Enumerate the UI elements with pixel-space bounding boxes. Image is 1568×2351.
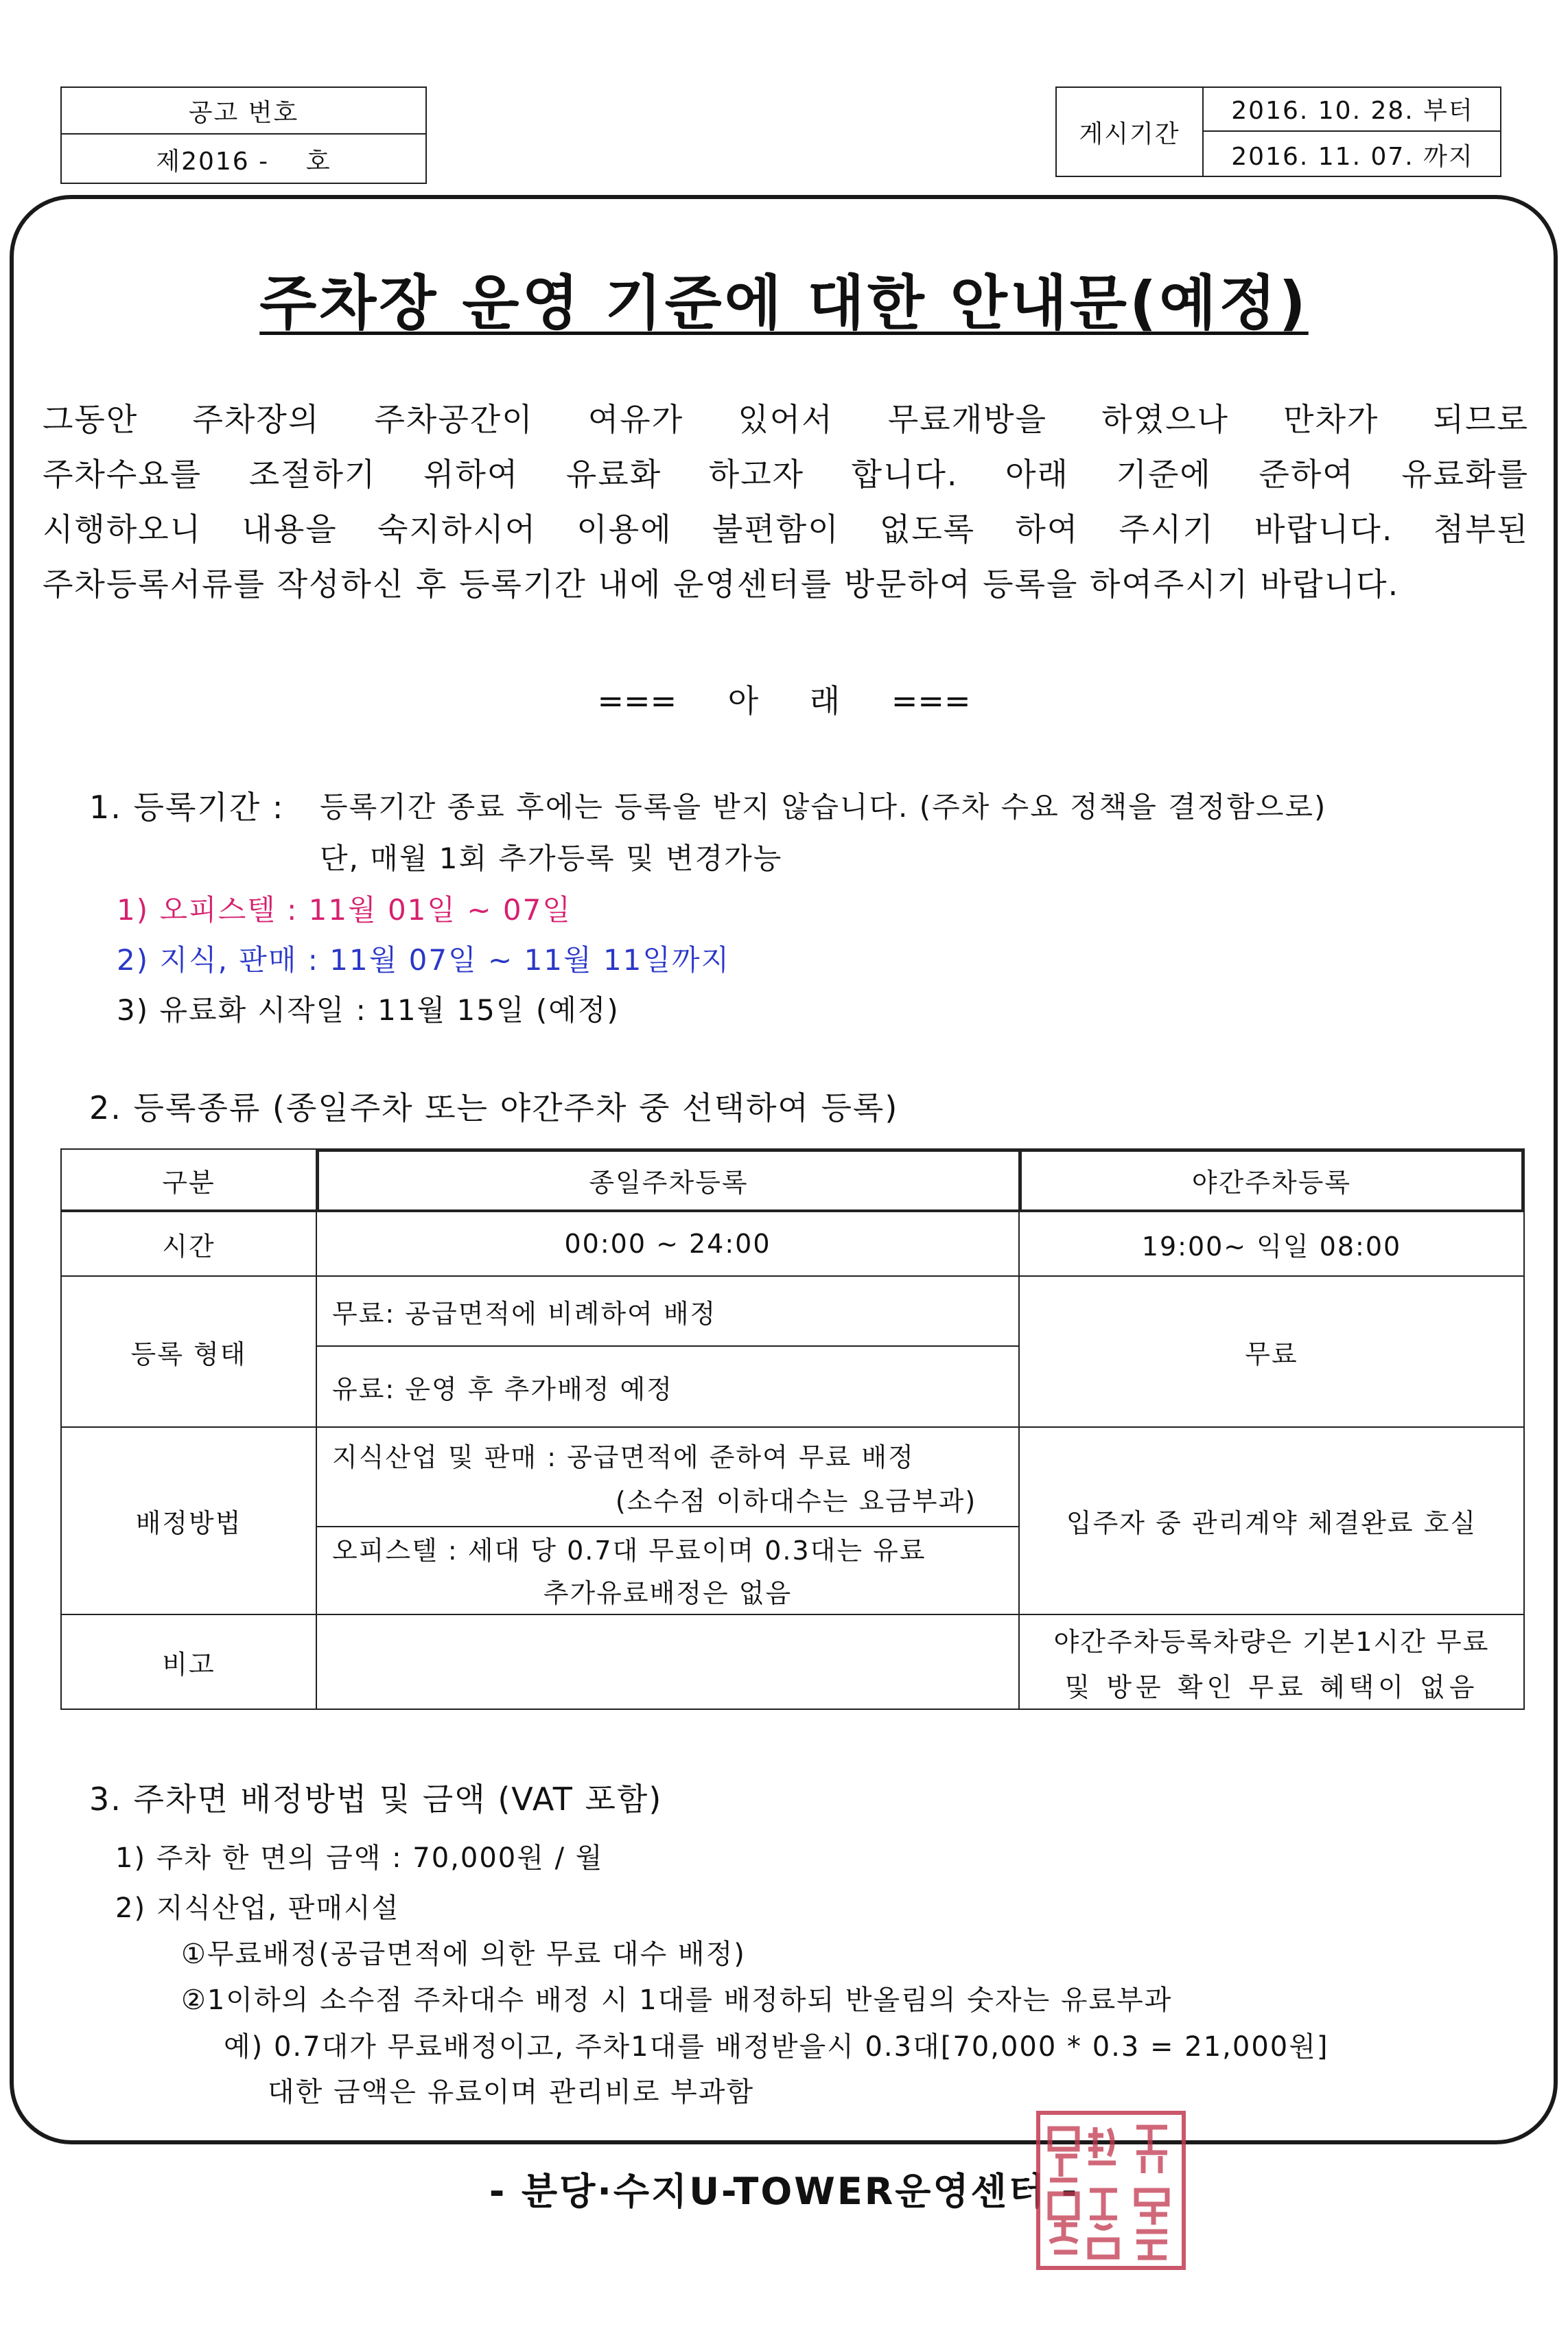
- section1-item-knowledge-sales: 2) 지식, 판매 : 11월 07일 ~ 11월 11일까지: [117, 943, 731, 977]
- notice-number-value: 제2016 - 호: [156, 147, 331, 176]
- table-assign-daily-a1: 지식산업 및 판매 : 공급면적에 준하여 무료 배정: [332, 1441, 915, 1472]
- table-note-daily: [317, 1615, 1018, 1709]
- table-assign-label: 배정방법: [135, 1508, 242, 1538]
- page-title: 주차장 운영 기준에 대한 안내문(예정): [259, 269, 1309, 338]
- intro-line-3: 시행하오니 내용을 숙지하시어 이용에 불편함이 없도록 하여 주시기 바랍니다. 첨부된: [43, 511, 1529, 548]
- table-note-night-1: 야간주차등록차량은 기본1시간 무료: [1053, 1626, 1490, 1657]
- official-seal-icon: [1036, 2111, 1186, 2270]
- posting-period-label: 게시기간: [1079, 119, 1180, 148]
- table-note-label: 비고: [162, 1649, 215, 1680]
- intro-line-2: 주차수요를 조절하기 위하여 유료화 하고자 합니다. 아래 기준에 준하여 유료화를: [43, 456, 1529, 493]
- table-header-night: 야간주차등록: [1191, 1167, 1352, 1198]
- table-assign-daily-b1: 오피스텔 : 세대 당 0.7대 무료이며 0.3대는 유료: [332, 1535, 926, 1566]
- intro-line-1: 그동안 주차장의 주차공간이 여유가 있어서 무료개방을 하였으나 만차가 되므로: [43, 401, 1529, 438]
- below-marker: === 아 래 ===: [597, 682, 971, 719]
- section3-line-1: 1) 주차 한 면의 금액 : 70,000원 / 월: [115, 1842, 604, 1874]
- section1-heading: 1. 등록기간 :: [89, 789, 285, 826]
- table-assign-daily-b2: 추가유료배정은 없음: [543, 1577, 793, 1608]
- table-right-thick: [1521, 1148, 1525, 1212]
- section2-heading: 2. 등록종류 (종일주차 또는 야간주차 중 선택하여 등록): [89, 1089, 899, 1126]
- section3-line-6: 대한 금액은 유료이며 관리비로 부과함: [268, 2076, 755, 2108]
- table-header-category: 구분: [162, 1167, 215, 1198]
- table-assign-night: 입주자 중 관리계약 체결완료 호실: [1066, 1508, 1477, 1538]
- section3-line-2: 2) 지식산업, 판매시설: [115, 1892, 400, 1924]
- table-type-label: 등록 형태: [130, 1339, 247, 1369]
- table-assign-daily-a2: (소수점 이하대수는 요금부과): [615, 1485, 977, 1516]
- intro-line-4: 주차등록서류를 작성하신 후 등록기간 내에 운영센터를 방문하여 등록을 하여주시기 바랍니다.: [43, 566, 1400, 603]
- table-header-daily: 종일주차등록: [589, 1167, 749, 1198]
- section3-line-3: ①무료배정(공급면적에 의한 무료 대수 배정): [181, 1938, 746, 1970]
- section1-text: 등록기간 종료 후에는 등록을 받지 않습니다. (주차 수요 정책을 결정함으로): [320, 790, 1327, 824]
- section3-line-5: 예) 0.7대가 무료배정이고, 주차1대를 배정받을시 0.3대[70,000 * 0.3 = 21,000원]: [224, 2031, 1329, 2063]
- table-time-night: 19:00~ 익일 08:00: [1141, 1231, 1402, 1262]
- section1-item-officetel: 1) 오피스텔 : 11월 01일 ~ 07일: [117, 893, 572, 927]
- section1-text2: 단, 매월 1회 추가등록 및 변경가능: [320, 842, 783, 875]
- table-time-label: 시간: [162, 1231, 215, 1262]
- posting-period-to: 2016. 11. 07. 까지: [1231, 142, 1474, 171]
- footer-organization: - 분당·수지U-TOWER운영센터 -: [489, 2170, 1079, 2213]
- table-type-night: 무료: [1245, 1339, 1298, 1369]
- table-note-night-2: 및 방문 확인 무료 혜택이 없음: [1064, 1671, 1479, 1702]
- table-time-daily: 00:00 ~ 24:00: [564, 1229, 771, 1259]
- table-type-daily-paid: 유료: 운영 후 추가배정 예정: [332, 1374, 673, 1404]
- posting-period-from: 2016. 10. 28. 부터: [1231, 96, 1474, 125]
- section1-item-start-date: 3) 유료화 시작일 : 11월 15일 (예정): [117, 993, 620, 1027]
- notice-number-label: 공고 번호: [188, 98, 299, 127]
- section3-line-4: ②1이하의 소수점 주차대수 배정 시 1대를 배정하되 반올림의 숫자는 유료부과: [181, 1984, 1173, 2016]
- section3-heading: 3. 주차면 배정방법 및 금액 (VAT 포함): [89, 1781, 663, 1818]
- table-type-daily-free: 무료: 공급면적에 비례하여 배정: [332, 1298, 717, 1329]
